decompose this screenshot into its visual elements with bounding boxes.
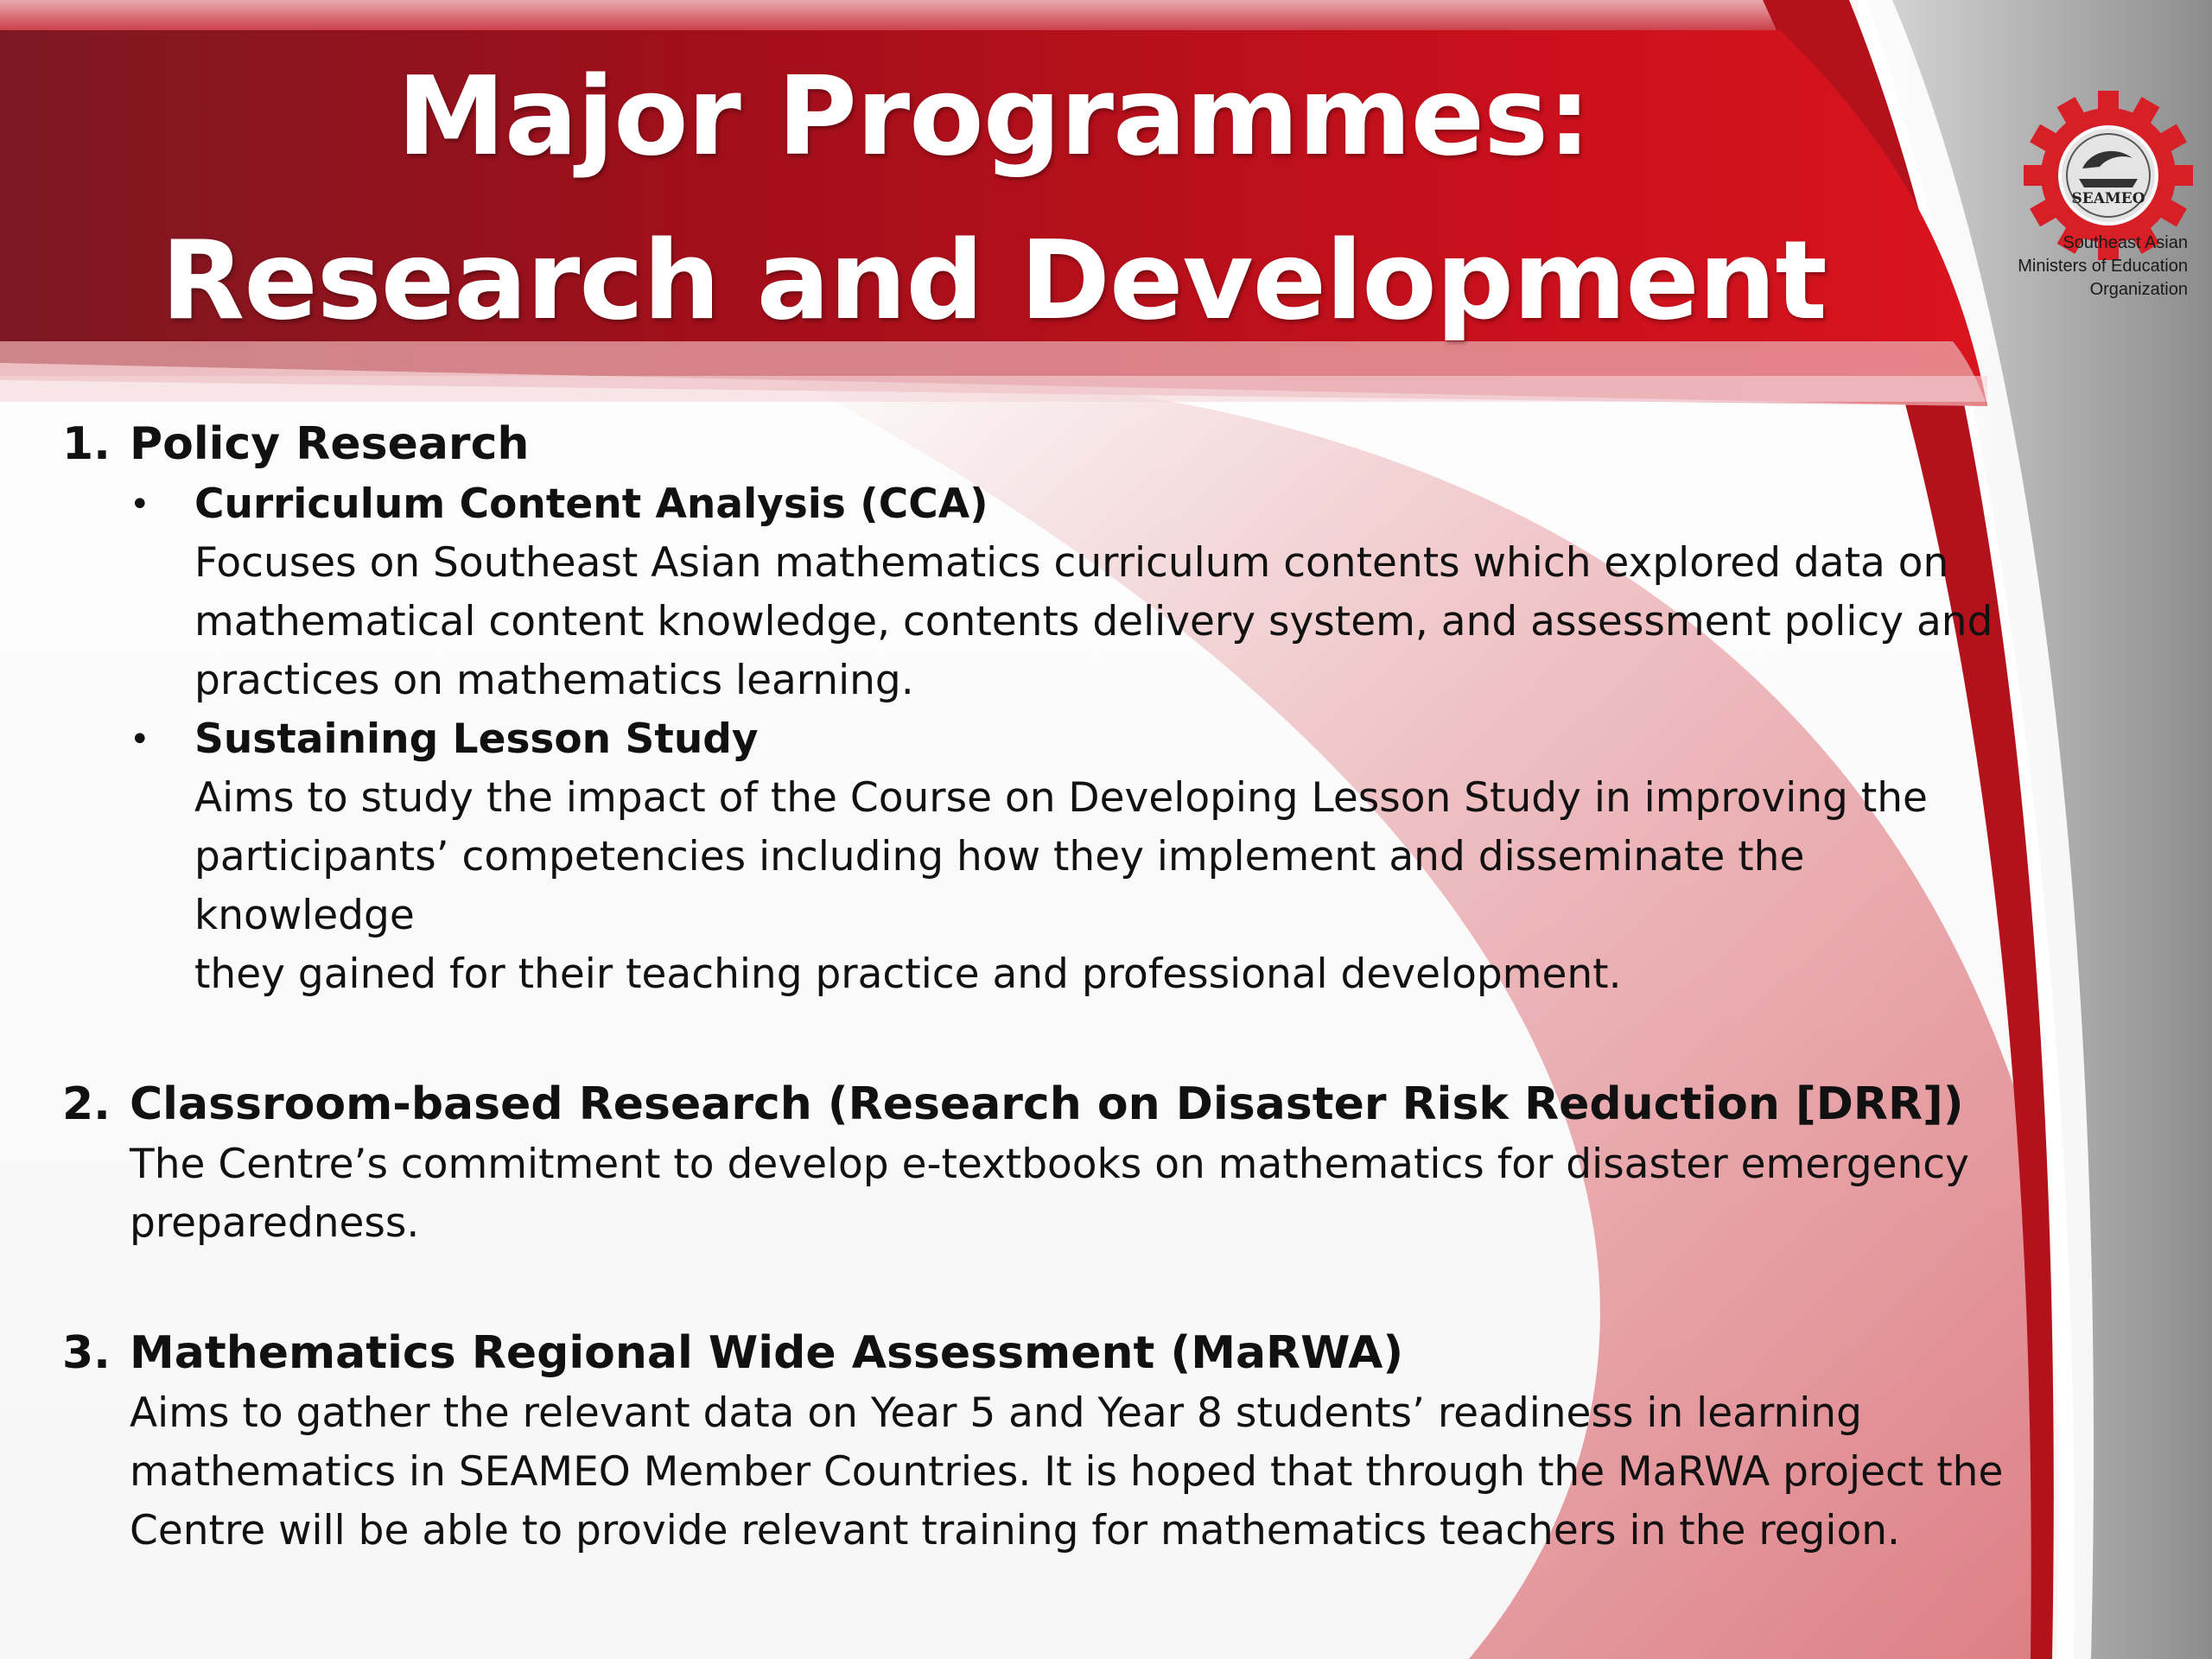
text-line: Aims to study the impact of the Course on Developing Lesson Study in improving the: [194, 774, 1928, 822]
logo-org-line-2: Ministers of Education: [2018, 257, 2188, 276]
text-line: Aims to gather the relevant data on Year 5 and Year 8 students’ readiness in learning: [130, 1389, 1862, 1437]
text-line: Focuses on Southeast Asian mathematics curriculum contents which explored data on: [194, 539, 1949, 587]
slide-title: [130, 35, 1858, 363]
item-heading: Classroom-based Research (Research on Disaster Risk Reduction [DRR]): [130, 1078, 1964, 1130]
text-line: mathematics in SEAMEO Member Countries. It is hoped that through the MaRWA project the: [130, 1448, 2004, 1496]
bullet-icon: •: [130, 485, 150, 524]
title-line-2: Research and Development: [161, 217, 1827, 344]
svg-text:SEAMEO: SEAMEO: [2071, 190, 2145, 207]
logo-org-line-1: Southeast Asian: [2063, 233, 2188, 252]
logo-org-name: [1996, 232, 2188, 302]
bullet-icon: •: [130, 720, 150, 760]
bullet-cca: [130, 475, 2024, 710]
bullet-description: [194, 534, 2018, 710]
text-line: they gained for their teaching practice and professional development.: [194, 950, 1622, 998]
spacer: [62, 1253, 2024, 1322]
item-number: 3.: [62, 1327, 111, 1379]
bullet-heading: Sustaining Lesson Study: [194, 715, 759, 763]
bullet-heading: Curriculum Content Analysis (CCA): [194, 480, 988, 528]
text-line: Centre will be able to provide relevant training for mathematics teachers in the region.: [130, 1507, 1900, 1554]
bullet-description: [194, 769, 2018, 1004]
text-line: The Centre’s commitment to develop e-textbooks on mathematics for disaster emergency: [130, 1141, 1969, 1188]
item-heading: Mathematics Regional Wide Assessment (MaRWA): [130, 1327, 1404, 1379]
title-line-1: Major Programmes:: [397, 53, 1591, 180]
item-heading: Policy Research: [130, 418, 530, 470]
spacer: [62, 1004, 2024, 1073]
item-number: 1.: [62, 418, 111, 470]
banner-shadow: [0, 376, 1987, 402]
item-description: [130, 1135, 2013, 1253]
programme-item-marwa: [62, 1322, 2024, 1560]
bullet-lesson-study: [130, 710, 2024, 1004]
text-line: preparedness.: [130, 1199, 420, 1247]
text-line: mathematical content knowledge, contents delivery system, and assessment policy and: [194, 598, 1993, 645]
item-number: 2.: [62, 1078, 111, 1130]
text-line: practices on mathematics learning.: [194, 657, 914, 704]
item-description: [130, 1384, 2013, 1560]
top-strip: [0, 0, 1858, 35]
text-line: participants’ competencies including how they implement and disseminate the knowledge: [194, 833, 1805, 939]
programme-item-policy-research: [62, 413, 2024, 1004]
programme-list: [62, 413, 2024, 1560]
programme-item-classroom-research: [62, 1073, 2024, 1253]
logo-org-line-3: Organization: [2089, 280, 2188, 299]
